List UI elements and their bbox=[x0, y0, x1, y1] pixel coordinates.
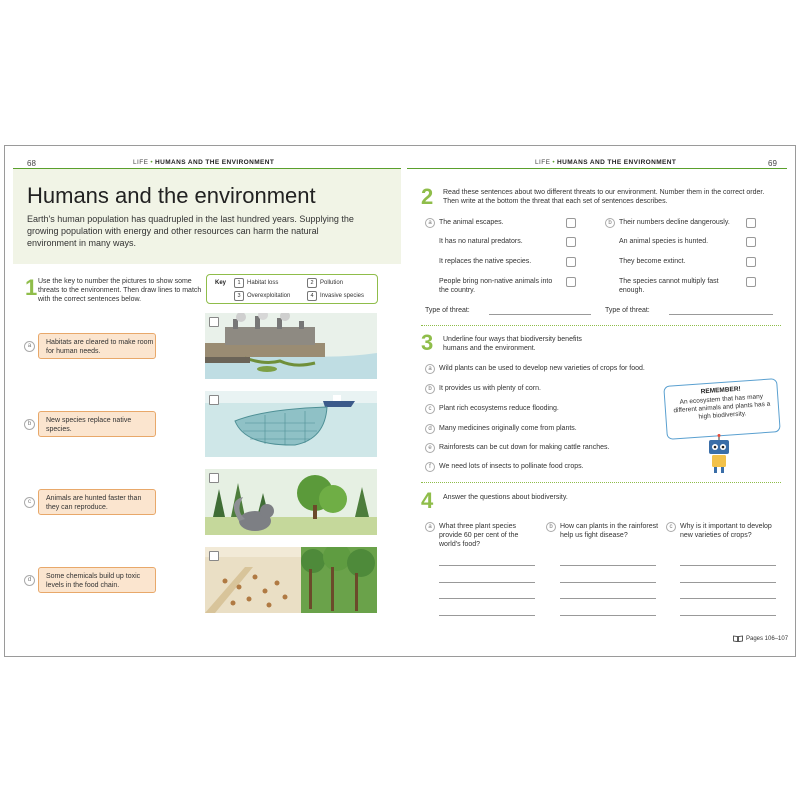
q4-letter: b bbox=[546, 522, 556, 532]
question-2-number: 2 bbox=[421, 184, 434, 209]
order-box[interactable] bbox=[746, 218, 756, 228]
col-b-item: An animal species is hunted. bbox=[619, 238, 709, 245]
picture-checkbox[interactable] bbox=[209, 317, 219, 327]
answer-line[interactable] bbox=[560, 615, 656, 616]
order-box[interactable] bbox=[566, 237, 576, 247]
fishing-trawler-picture bbox=[205, 391, 377, 457]
q3-letter: f bbox=[425, 462, 435, 472]
question-2-instruction: Read these sentences about two different threats to our environment. Number them in the correct order. Then write at the bottom the threat that each set of sentences describes. bbox=[443, 189, 765, 205]
q3-letter: e bbox=[425, 443, 435, 453]
answer-line[interactable] bbox=[680, 598, 776, 599]
sentence-box[interactable]: Animals are hunted faster than they can reproduce. bbox=[38, 489, 156, 515]
q3-statement[interactable]: Wild plants can be used to develop new varieties of crops for food. bbox=[439, 365, 645, 372]
answer-line[interactable] bbox=[439, 565, 535, 566]
order-box[interactable] bbox=[746, 257, 756, 267]
q3-letter: b bbox=[425, 384, 435, 394]
sentence-letter: b bbox=[24, 419, 35, 430]
col-a-item: It replaces the native species. bbox=[439, 258, 532, 265]
q3-statement[interactable]: Many medicines originally come from plants. bbox=[439, 425, 577, 432]
left-running-head: LIFE • HUMANS AND THE ENVIRONMENT bbox=[133, 159, 275, 166]
question-1-number: 1 bbox=[25, 275, 38, 300]
right-page-number: 69 bbox=[768, 159, 777, 168]
q4-letter: c bbox=[666, 522, 676, 532]
answer-line[interactable] bbox=[680, 565, 776, 566]
q3-letter: d bbox=[425, 424, 435, 434]
right-running-head: LIFE • HUMANS AND THE ENVIRONMENT bbox=[535, 159, 677, 166]
squirrel-woodland-picture bbox=[205, 469, 377, 535]
q3-statement[interactable]: Plant rich ecosystems reduce flooding. bbox=[439, 405, 559, 412]
q3-letter: a bbox=[425, 364, 435, 374]
question-3-instruction: Underline four ways that biodiversity benefits humans and the environment. bbox=[443, 336, 582, 352]
answer-line[interactable] bbox=[560, 582, 656, 583]
page-title: Humans and the environment bbox=[27, 183, 316, 208]
col-b-item: Their numbers decline dangerously. bbox=[619, 219, 730, 226]
column-b-label: b bbox=[605, 218, 615, 228]
col-a-item: It has no natural predators. bbox=[439, 238, 523, 245]
key-item: 4 Invasive species bbox=[307, 291, 364, 301]
answer-line[interactable] bbox=[560, 565, 656, 566]
key-item: 3 Overexploitation bbox=[234, 291, 290, 301]
threat-type-label-b: Type of threat: bbox=[605, 307, 650, 314]
order-box[interactable] bbox=[566, 277, 576, 287]
order-box[interactable] bbox=[566, 218, 576, 228]
book-icon bbox=[733, 635, 743, 642]
threat-type-line-b[interactable] bbox=[669, 314, 773, 315]
answer-line[interactable] bbox=[439, 615, 535, 616]
sentence-letter: d bbox=[24, 575, 35, 586]
threat-key bbox=[206, 274, 378, 304]
q4-question: Why is it important to develop new varieties of crops? bbox=[680, 523, 772, 539]
deforestation-picture bbox=[205, 547, 377, 613]
key-label: Key bbox=[215, 280, 227, 286]
picture-checkbox[interactable] bbox=[209, 473, 219, 483]
section-divider bbox=[421, 482, 781, 483]
picture-checkbox[interactable] bbox=[209, 395, 219, 405]
q3-statement[interactable]: We need lots of insects to pollinate food crops. bbox=[439, 463, 584, 470]
page-reference: Pages 106–107 bbox=[733, 635, 788, 642]
section-divider bbox=[421, 325, 781, 326]
left-page-number: 68 bbox=[27, 159, 36, 168]
answer-line[interactable] bbox=[680, 615, 776, 616]
q3-letter: c bbox=[425, 404, 435, 414]
col-b-item: They become extinct. bbox=[619, 258, 686, 265]
question-1-instruction: Use the key to number the pictures to show some threats to the environment. Then draw lines to match with the correct sentences below. bbox=[38, 278, 202, 303]
threat-type-label-a: Type of threat: bbox=[425, 307, 470, 314]
question-3-number: 3 bbox=[421, 330, 434, 355]
remember-callout: REMEMBER! An ecosystem that has many different animals and plants has a high biodiversity. bbox=[663, 378, 780, 440]
right-header-rule bbox=[407, 168, 787, 169]
sentence-letter: a bbox=[24, 341, 35, 352]
order-box[interactable] bbox=[566, 257, 576, 267]
col-a-item: People bring non-native animals into the country. bbox=[439, 278, 553, 294]
question-4-number: 4 bbox=[421, 488, 434, 513]
sentence-box[interactable]: New species replace native species. bbox=[38, 411, 156, 437]
answer-line[interactable] bbox=[439, 598, 535, 599]
picture-checkbox[interactable] bbox=[209, 551, 219, 561]
robot-icon bbox=[705, 434, 733, 476]
q4-question: How can plants in the rainforest help us fight disease? bbox=[560, 523, 659, 539]
sentence-box[interactable]: Habitats are cleared to make room for human needs. bbox=[38, 333, 156, 359]
answer-line[interactable] bbox=[680, 582, 776, 583]
q4-question: What three plant species provide 60 per cent of the world's food? bbox=[439, 523, 519, 548]
q3-statement[interactable]: Rainforests can be cut down for making cattle ranches. bbox=[439, 444, 610, 451]
factory-pollution-picture bbox=[205, 313, 377, 379]
column-a-label: a bbox=[425, 218, 435, 228]
key-item: 2 Pollution bbox=[307, 278, 343, 288]
order-box[interactable] bbox=[746, 277, 756, 287]
q4-letter: a bbox=[425, 522, 435, 532]
q3-statement[interactable]: It provides us with plenty of corn. bbox=[439, 385, 541, 392]
col-a-item: The animal escapes. bbox=[439, 219, 504, 226]
answer-line[interactable] bbox=[560, 598, 656, 599]
question-4-instruction: Answer the questions about biodiversity. bbox=[443, 494, 568, 501]
col-b-item: The species cannot multiply fast enough. bbox=[619, 278, 719, 294]
threat-type-line-a[interactable] bbox=[489, 314, 591, 315]
order-box[interactable] bbox=[746, 237, 756, 247]
book-spread bbox=[4, 145, 796, 657]
sentence-letter: c bbox=[24, 497, 35, 508]
sentence-box[interactable]: Some chemicals build up toxic levels in the food chain. bbox=[38, 567, 156, 593]
answer-line[interactable] bbox=[439, 582, 535, 583]
intro-text: Earth's human population has quadrupled in the last hundred years. Supplying the growing population with energy and other resources can harm the natural environment in many ways. bbox=[27, 214, 354, 248]
key-item: 1 Habitat loss bbox=[234, 278, 278, 288]
